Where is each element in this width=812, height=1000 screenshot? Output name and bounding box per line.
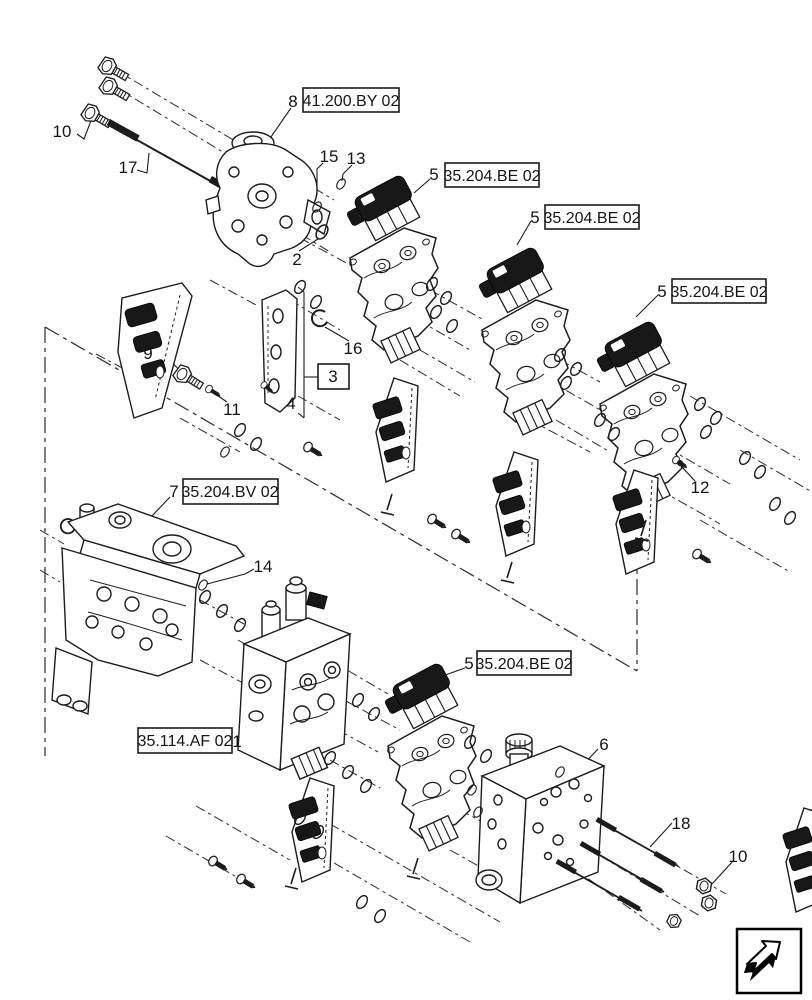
callout-11[interactable]: 11 [223,400,241,419]
callout-5-d[interactable]: 5 [464,654,474,673]
callout-3-box[interactable] [318,364,349,389]
callout-8[interactable]: 8 [288,92,298,111]
callout-5-a[interactable]: 5 [429,165,439,184]
valve-section-part1 [238,577,350,779]
ref-link-35-204-be-02-c[interactable] [671,279,768,303]
valve-section-part5-4 [380,662,476,851]
callout-7[interactable]: 7 [169,482,179,501]
callout-15[interactable]: 15 [319,147,339,166]
valve-section-part5-2 [474,246,570,435]
callout-16[interactable]: 16 [343,339,363,358]
ref-code-text: 35.204.BV 02 [181,484,279,501]
callout-12[interactable]: 12 [690,478,710,497]
callout-13[interactable]: 13 [346,149,366,168]
inlet-end-section-part8 [206,132,330,266]
ref-link-35-204-be-02-b[interactable] [544,205,641,229]
ref-code-text: 35.204.BE 02 [543,210,641,227]
ref-link-41-200-by-02[interactable] [303,88,400,112]
ref-link-35-204-be-02-a[interactable] [444,163,541,187]
callout-6[interactable]: 6 [599,735,609,754]
ref-link-35-204-be-02-d[interactable] [476,651,573,675]
callout-18[interactable]: 18 [671,814,691,833]
remote-valve-part7 [52,504,244,714]
callout-14[interactable]: 14 [253,557,273,576]
ref-link-35-204-bv-02[interactable] [182,479,279,504]
valve-section-part5-1 [342,174,438,363]
next-page-button[interactable] [737,929,801,993]
callout-3: 3 [328,367,338,386]
callout-10-top[interactable]: 10 [52,122,72,141]
callout-1[interactable]: 1 [232,732,242,751]
callout-4[interactable]: 4 [286,394,296,413]
ref-link-35-114-af-02[interactable] [138,728,233,753]
callout-5-c[interactable]: 5 [657,282,667,301]
ref-code-text: 35.114.AF 02 [137,733,233,750]
ref-code-text: 35.204.BE 02 [443,168,541,185]
coupler-bracket-assembly [118,283,192,418]
ref-code-text: 41.200.BY 02 [302,93,400,110]
callout-10-bottom[interactable]: 10 [728,847,748,866]
callout-9[interactable]: 9 [143,344,153,363]
callout-2[interactable]: 2 [292,250,302,269]
callout-17[interactable]: 17 [118,158,138,177]
ref-code-text: 35.204.BE 02 [475,656,573,673]
callout-5-b[interactable]: 5 [530,208,540,227]
ref-code-text: 35.204.BE 02 [670,284,768,301]
